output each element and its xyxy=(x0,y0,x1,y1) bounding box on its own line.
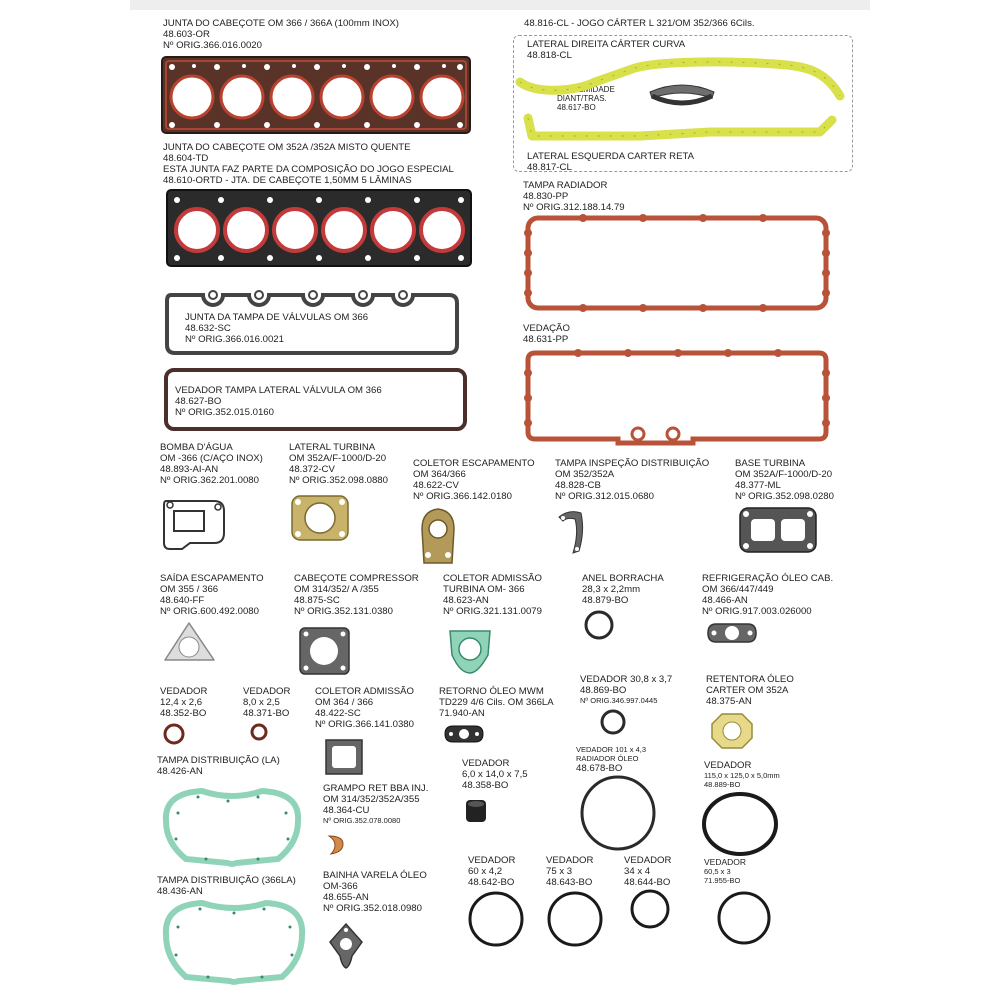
timing-inspection-cover-image xyxy=(555,507,587,555)
oil-cooling-label: REFRIGERAÇÃO ÓLEO CAB. OM 366/447/449 48.466-AN Nº ORIG.917.003.026000 xyxy=(702,573,834,617)
radiator-cover-label: TAMPA RADIADOR 48.830-PP Nº ORIG.312.188.14.79 xyxy=(523,180,625,213)
seal-8-image xyxy=(249,722,269,742)
vedacao-image xyxy=(523,348,831,448)
water-pump-image xyxy=(160,493,230,551)
page-top-strip xyxy=(130,0,870,10)
oil-retainer-image xyxy=(708,710,756,752)
injection-pump-clamp-image xyxy=(325,832,349,858)
seal-101-label: VEDADOR 101 x 4,3 RADIADOR ÓLEO 48.678-BO xyxy=(576,745,647,774)
turbine-side-image xyxy=(289,493,351,543)
timing-cover-366la-label: TAMPA DISTRIBUIÇÃO (366LA) 48.436-AN xyxy=(157,875,296,897)
seal-12-image xyxy=(162,722,186,746)
intake-manifold-turbine-label: COLETOR ADMISSÃO TURBINA OM- 366 48.623-AN Nº ORIG.321.131.0079 xyxy=(443,573,542,617)
seal-605-label: VEDADOR 60,5 x 3 71.955-BO xyxy=(704,857,747,885)
seal-12-label: VEDADOR 12,4 x 2,6 48.352-BO xyxy=(160,686,208,719)
dipstick-sheath-label: BAINHA VARELA ÓLEO OM-366 48.655-AN Nº ORIG.352.018.0980 xyxy=(323,870,427,914)
compressor-head-image xyxy=(297,625,352,677)
seal-6-image xyxy=(462,796,490,826)
radiator-cover-image xyxy=(523,213,831,313)
seal-605-image xyxy=(712,890,776,946)
injection-pump-clamp-label: GRAMPO RET BBA INJ. OM 314/352/352A/355 48.364-CU Nº ORIG.352.078.0080 xyxy=(323,783,429,825)
seal-101-image xyxy=(576,773,660,853)
head-gasket-366-image xyxy=(160,55,472,135)
oil-return-image xyxy=(441,722,487,746)
vedacao-label: VEDAÇÃO 48.631-PP xyxy=(523,323,570,345)
seal-8-label: VEDADOR 8,0 x 2,5 48.371-BO xyxy=(243,686,291,719)
seal-75-label: VEDADOR 75 x 3 48.643-BO xyxy=(546,855,594,888)
oil-pan-right-label: LATERAL DIREITA CÁRTER CURVA 48.818-CL xyxy=(527,39,686,61)
dipstick-sheath-image xyxy=(326,920,366,972)
intake-manifold-label: COLETOR ADMISSÃO OM 364 / 366 48.422-SC Nº ORIG.366.141.0380 xyxy=(315,686,414,730)
exhaust-manifold-label: COLETOR ESCAPAMENTO OM 364/366 48.622-CV Nº ORIG.366.142.0180 xyxy=(413,458,535,502)
oil-return-label: RETORNO ÓLEO MWM TD229 4/6 Cils. OM 366LA 71.940-AN xyxy=(439,686,554,719)
oil-pan-end-label: EXTREMIDADE DIANT/TRAS. 48.617-BO xyxy=(557,85,615,112)
seal-30-image xyxy=(598,708,628,736)
seal-30-label: VEDADOR 30,8 x 3,7 48.869-BO Nº ORIG.346.997.0445 xyxy=(580,674,673,705)
oil-pan-left-straight-image xyxy=(520,112,850,152)
seal-75-image xyxy=(543,890,607,948)
valve-cover-gasket-label: JUNTA DA TAMPA DE VÁLVULAS OM 366 48.632-SC Nº ORIG.366.016.0021 xyxy=(185,312,369,345)
seal-115-label: VEDADOR 115,0 x 125,0 x 5,0mm 48.889-BO xyxy=(704,760,780,789)
seal-115-image xyxy=(700,790,780,858)
oil-retainer-label: RETENTORA ÓLEO CARTER OM 352A 48.375-AN xyxy=(706,674,794,707)
turbine-base-image xyxy=(737,505,819,555)
exhaust-outlet-image xyxy=(162,620,217,665)
intake-manifold-image xyxy=(322,736,366,778)
side-valve-cover-seal-image xyxy=(163,367,468,432)
timing-inspection-cover-label: TAMPA INSPEÇÃO DISTRIBUIÇÃO OM 352/352A 48.828-CB Nº ORIG.312.015.0680 xyxy=(555,458,710,502)
water-pump-label: BOMBA D'ÁGUA OM -366 (C/AÇO INOX) 48.893-AI-AN Nº ORIG.362.201.0080 xyxy=(160,442,263,486)
compressor-head-label: CABEÇOTE COMPRESSOR OM 314/352/ A /355 48.875-SC Nº ORIG.352.131.0380 xyxy=(294,573,419,617)
seal-34-label: VEDADOR 34 x 4 48.644-BO xyxy=(624,855,672,888)
turbine-base-label: BASE TURBINA OM 352A/F-1000/D-20 48.377-ML Nº ORIG.352.098.0280 xyxy=(735,458,834,502)
turbine-side-label: LATERAL TURBINA OM 352A/F-1000/D-20 48.372-CV Nº ORIG.352.098.0880 xyxy=(289,442,388,486)
rubber-ring-label: ANEL BORRACHA 28,3 x 2,2mm 48.879-BO xyxy=(582,573,664,606)
valve-cover-gasket-image xyxy=(163,285,463,357)
oil-pan-set-label: 48.816-CL - JOGO CÁRTER L 321/OM 352/366 6Cils. xyxy=(524,18,755,29)
side-valve-cover-seal-label: VEDADOR TAMPA LATERAL VÁLVULA OM 366 48.627-BO Nº ORIG.352.015.0160 xyxy=(175,385,382,418)
timing-cover-la-image xyxy=(158,783,306,869)
head-gasket-366-label: JUNTA DO CABEÇOTE OM 366 / 366A (100mm INOX) 48.603-OR Nº ORIG.366.016.0020 xyxy=(163,18,399,51)
seal-60-label: VEDADOR 60 x 4,2 48.642-BO xyxy=(468,855,516,888)
seal-34-image xyxy=(626,888,674,930)
intake-manifold-turbine-image xyxy=(444,625,496,675)
timing-cover-la-label: TAMPA DISTRIBUIÇÃO (LA) 48.426-AN xyxy=(157,755,280,777)
oil-pan-left-label: LATERAL ESQUERDA CARTER RETA 48.817-CL xyxy=(527,151,695,173)
rubber-ring-image xyxy=(582,608,616,642)
oil-cooling-image xyxy=(704,618,760,648)
seal-6-label: VEDADOR 6,0 x 14,0 x 7,5 48.358-BO xyxy=(462,758,528,791)
exhaust-outlet-label: SAÍDA ESCAPAMENTO OM 355 / 366 48.640-FF Nº ORIG.600.492.0080 xyxy=(160,573,264,617)
exhaust-manifold-image xyxy=(418,505,458,567)
seal-60-image xyxy=(464,890,528,948)
head-gasket-352-label: JUNTA DO CABEÇOTE OM 352A /352A MISTO QUENTE 48.604-TD ESTA JUNTA FAZ PARTE DA COMPOSIÇÃO DO JOGO ESPECIAL 48.610-ORTD - JTA. DE CABEÇOTE 1,50MM 5 LÂMINAS xyxy=(163,142,454,186)
timing-cover-366la-image xyxy=(158,895,310,987)
head-gasket-352-image xyxy=(165,188,473,268)
